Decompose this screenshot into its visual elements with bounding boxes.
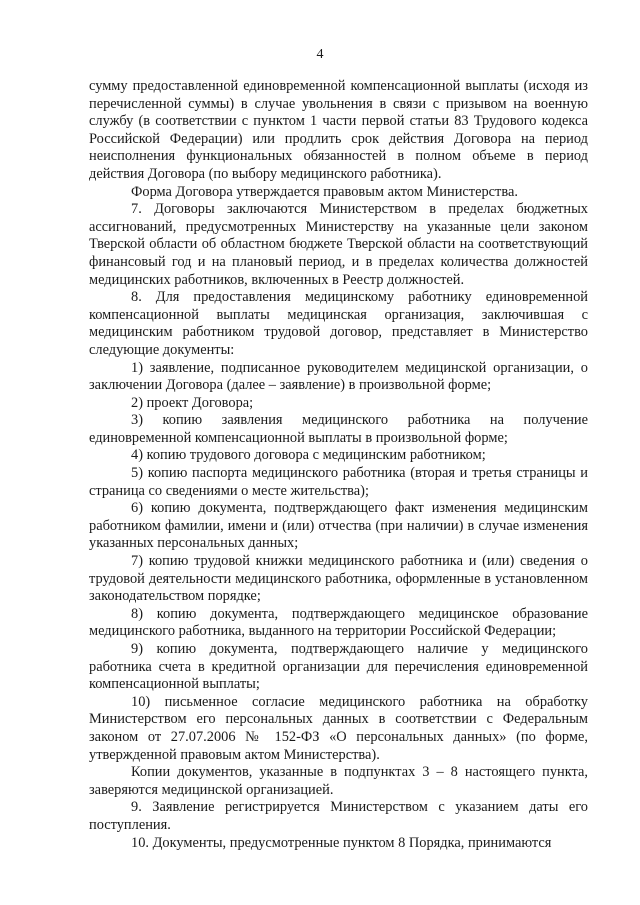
paragraph-8-item-3: 3) копию заявления медицинского работника на получение единовременной компенсационной выплаты в произвольной форме; bbox=[89, 412, 588, 446]
paragraph-8-item-8: 8) копию документа, подтверждающего медицинское образование медицинского работника, выданного на территории Российской Федерации; bbox=[89, 605, 588, 640]
paragraph-8: 8. Для предоставления медицинскому работнику единовременной компенсационной выплаты медицинская организация, заключившая с медицинским работником трудовой договор, представляет в Министерство следующие документы: bbox=[89, 289, 588, 358]
paragraph-contract-form: Форма Договора утверждается правовым актом Министерства. bbox=[131, 183, 518, 200]
paragraph-copies-certification: Копии документов, указанные в подпунктах 3 – 8 настоящего пункта, заверяются медицинской организацией. bbox=[89, 764, 588, 798]
paragraph-9: 9. Заявление регистрируется Министерством с указанием даты его поступления. bbox=[89, 799, 588, 833]
paragraph-8-item-2: 2) проект Договора; bbox=[131, 394, 254, 411]
page-number: 4 bbox=[316, 47, 324, 62]
document-body bbox=[89, 78, 588, 852]
paragraph-7: 7. Договоры заключаются Министерством в пределах бюджетных ассигнований, предусмотренных Министерству на указанные цели законом Тверской области об областном бюджете Тверской области на соответствующий финансовый год и на плановый период, и в пределах количества должностей медицинских работников, включенных в Реестр должностей. bbox=[89, 201, 588, 288]
paragraph-8-item-10: 10) письменное согласие медицинского работника на обработку Министерством его персональных данных в соответствии с Федеральным законом от 27.07.2006 № 152-ФЗ «О персональных данных» (по форме, утвержденной правовым актом Министерства). bbox=[89, 693, 588, 763]
paragraph-10: 10. Документы, предусмотренные пунктом 8 Порядка, принимаются bbox=[131, 834, 552, 851]
paragraph-continuation: сумму предоставленной единовременной компенсационной выплаты (исходя из перечисленной суммы) в случае увольнения в связи с призывом на военную службу (в соответствии с пунктом 1 части первой статьи 83 Трудового кодекса Российской Федерации) или продлить срок действия Договора на период неисполнения функциональных обязанностей в полном объеме в период действия Договора (по выбору медицинского работника). bbox=[89, 78, 588, 182]
paragraph-8-item-1: 1) заявление, подписанное руководителем медицинской организации, о заключении Договора (далее – заявление) в произвольной форме; bbox=[89, 359, 588, 394]
paragraph-8-item-9: 9) копию документа, подтверждающего наличие у медицинского работника счета в кредитной организации для перечисления единовременной компенсационной выплаты; bbox=[89, 641, 588, 693]
paragraph-8-item-6: 6) копию документа, подтверждающего факт изменения медицинским работником фамилии, имени и (или) отчества (при наличии) в случае изменения указанных персональных данных; bbox=[89, 500, 588, 552]
paragraph-8-item-7: 7) копию трудовой книжки медицинского работника и (или) сведения о трудовой деятельности медицинского работника, оформленные в установленном законодательством порядке; bbox=[89, 553, 588, 605]
paragraph-8-item-5: 5) копию паспорта медицинского работника (вторая и третья страницы и страница со сведениями о месте жительства); bbox=[89, 465, 588, 499]
paragraph-8-item-4: 4) копию трудового договора с медицинским работником; bbox=[131, 447, 486, 464]
